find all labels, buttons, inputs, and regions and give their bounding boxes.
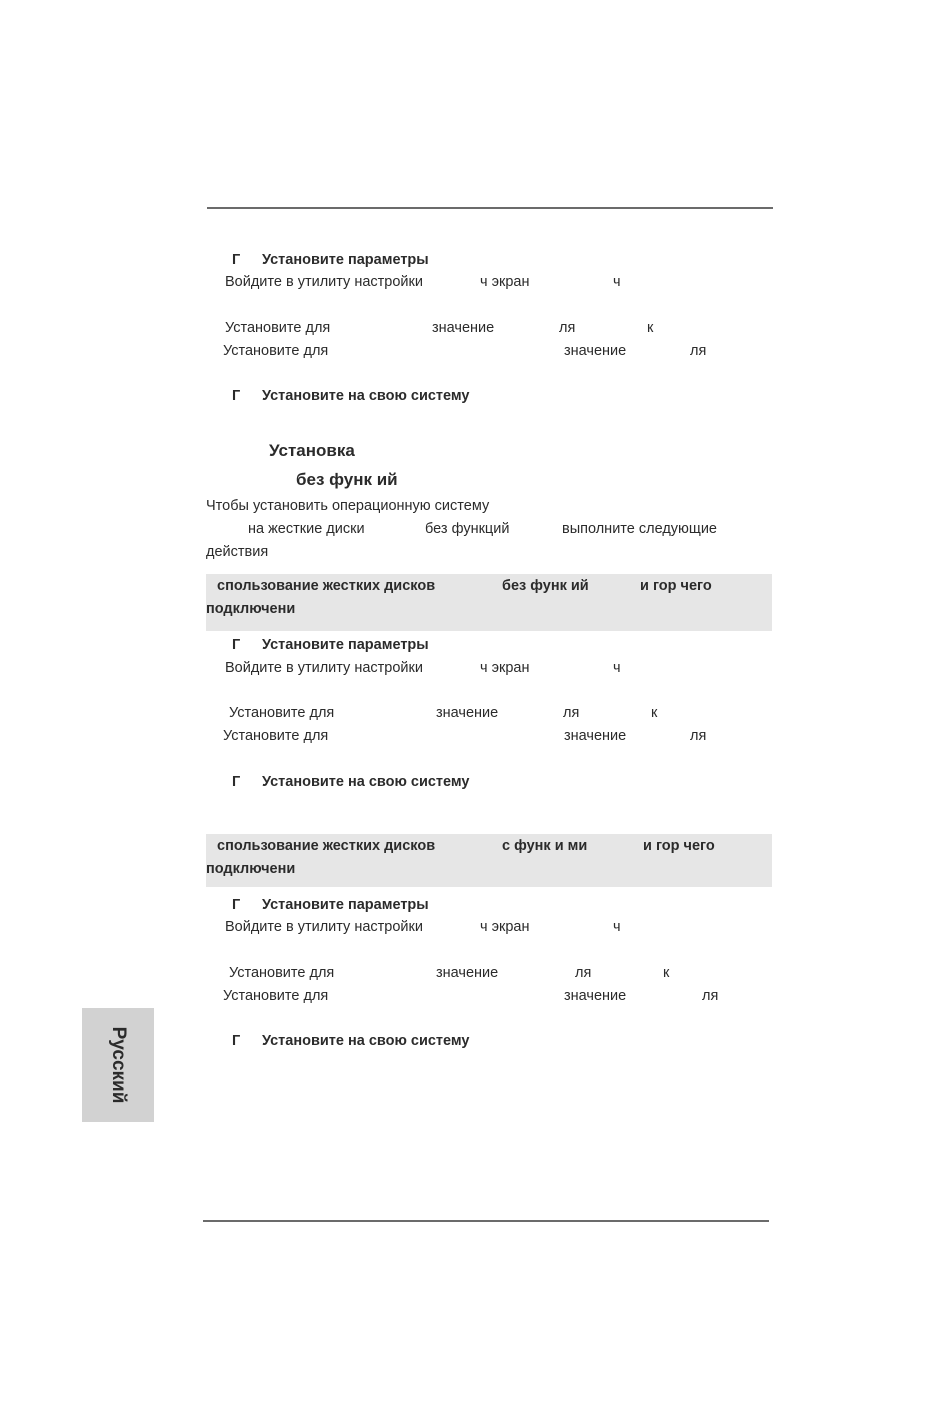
instruction-text: Войдите в утилиту настройки xyxy=(225,919,423,935)
intro-text: Чтобы установить операционную систему xyxy=(206,498,490,514)
step-title: Установите параметры xyxy=(262,897,429,913)
instruction-text: ч xyxy=(613,660,621,676)
section-title: без функ ий xyxy=(296,470,398,489)
instruction-text: ч xyxy=(613,919,621,935)
footer-rule xyxy=(203,1220,769,1222)
instruction-text: значение xyxy=(436,705,499,721)
instruction-text: Установите для xyxy=(223,988,329,1004)
step-letter: Г xyxy=(232,897,241,913)
instruction-text: Установите для xyxy=(229,965,335,981)
instruction-text: ля xyxy=(702,988,719,1004)
intro-text: выполните следующие xyxy=(562,521,717,537)
instruction-text: ля xyxy=(563,705,580,721)
step-letter: Г xyxy=(232,637,241,653)
instruction-text: Войдите в утилиту настройки xyxy=(225,274,423,290)
step-title: Установите на свою систему xyxy=(262,774,470,790)
instruction-text: ч экран xyxy=(480,660,530,676)
language-tab xyxy=(82,1008,154,1122)
step-letter: Г xyxy=(232,252,241,268)
instruction-text: значение xyxy=(564,988,627,1004)
step-letter: Г xyxy=(232,774,241,790)
subheading-text: и гор чего xyxy=(640,578,712,594)
step-letter: Г xyxy=(232,388,241,404)
instruction-text: ч экран xyxy=(480,274,530,290)
subheading-text: и гор чего xyxy=(643,838,715,854)
instruction-text: к xyxy=(647,320,654,336)
instruction-text: Установите для xyxy=(223,343,329,359)
step-letter: Г xyxy=(232,1033,241,1049)
instruction-text: значение xyxy=(564,728,627,744)
instruction-text: Установите для xyxy=(223,728,329,744)
intro-text: действия xyxy=(206,544,269,560)
subheading-text: с функ и ми xyxy=(502,838,588,854)
instruction-text: Войдите в утилиту настройки xyxy=(225,660,423,676)
subheading-text: спользование жестких дисков xyxy=(217,578,436,594)
subheading-text: подключени xyxy=(206,861,296,877)
instruction-text: значение xyxy=(432,320,495,336)
intro-text: на жесткие диски xyxy=(248,521,365,537)
instruction-text: ч xyxy=(613,274,621,290)
instruction-text: ля xyxy=(690,343,707,359)
subheading-text: подключени xyxy=(206,601,296,617)
subheading-text: без функ ий xyxy=(502,578,589,594)
instruction-text: Установите для xyxy=(225,320,331,336)
intro-text: без функций xyxy=(425,521,510,537)
step-title: Установите на свою систему xyxy=(262,388,470,404)
section-title: Установка xyxy=(269,441,355,460)
language-tab-label: Русский xyxy=(108,1026,129,1104)
header-rule xyxy=(207,207,773,209)
instruction-text: ля xyxy=(690,728,707,744)
instruction-text: ля xyxy=(559,320,576,336)
instruction-text: значение xyxy=(564,343,627,359)
instruction-text: к xyxy=(651,705,658,721)
instruction-text: Установите для xyxy=(229,705,335,721)
instruction-text: к xyxy=(663,965,670,981)
instruction-text: ч экран xyxy=(480,919,530,935)
step-title: Установите параметры xyxy=(262,637,429,653)
step-title: Установите на свою систему xyxy=(262,1033,470,1049)
subheading-text: спользование жестких дисков xyxy=(217,838,436,854)
step-title: Установите параметры xyxy=(262,252,429,268)
instruction-text: значение xyxy=(436,965,499,981)
instruction-text: ля xyxy=(575,965,592,981)
